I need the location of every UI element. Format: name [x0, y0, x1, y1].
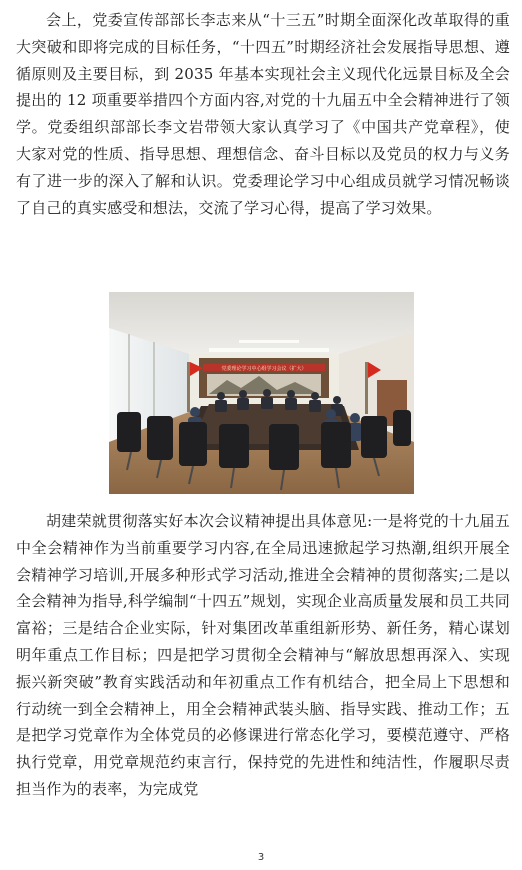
page-number: 3 — [257, 852, 265, 863]
photo-banner-text: 党委理论学习中心组学习会议（扩大） — [221, 366, 307, 372]
paragraph-intro: 会上，党委宣传部部长李志来从“十三五”时期全面深化改革取得的重大突破和即将完成的目标任务，“十四五”时期经济社会发展指导思想、遵循原则及主要目标，到 2035 年基本实现社会主义现代化远景目标及全会提出的 12 项重要举措四个方面内容,对党的十九届五中全会精神进行了领学。党委组织部部长李文岩带领大家认真学习了《中国共产党章程》，使大家对党的性质、指导思想、理想信念、奋斗目标以及党员的权力与义务有了进一步的深入了解和认识。党委理论学习中心组成员就学习情况畅谈了自己的真实感受和想法，交流了学习心得，提高了学习效果。 — [16, 11, 510, 217]
meeting-photo — [109, 292, 414, 494]
paragraph-opinions: 胡建荣就贯彻落实好本次会议精神提出具体意见:一是将党的十九届五中全会精神作为当前重要学习内容,在全局迅速掀起学习热潮,组织开展全会精神学习培训,开展多种形式学习活动,推进全会精神的贯彻落实;二是以全会精神为指导,科学编制“十四五”规划，实现企业高质量发展和员工共同富裕；三是结合企业实际，针对集团改革重组新形势、新任务，精心谋划明年重点工作目标；四是把学习贯彻全会精神与“解放思想再深入、实现振兴新突破”教育实践活动和年初重点工作有机结合，把全局上下思想和行动统一到全会精神上，用全会精神武装头脑、指导实践、推动工作；五是把学习党章作为全体党员的必修课进行常态化学习，要模范遵守、严格执行党章，用党章规范约束言行，保持党的先进性和纯洁性，作履职尽责担当作为的表率，为完成党 — [16, 512, 510, 798]
